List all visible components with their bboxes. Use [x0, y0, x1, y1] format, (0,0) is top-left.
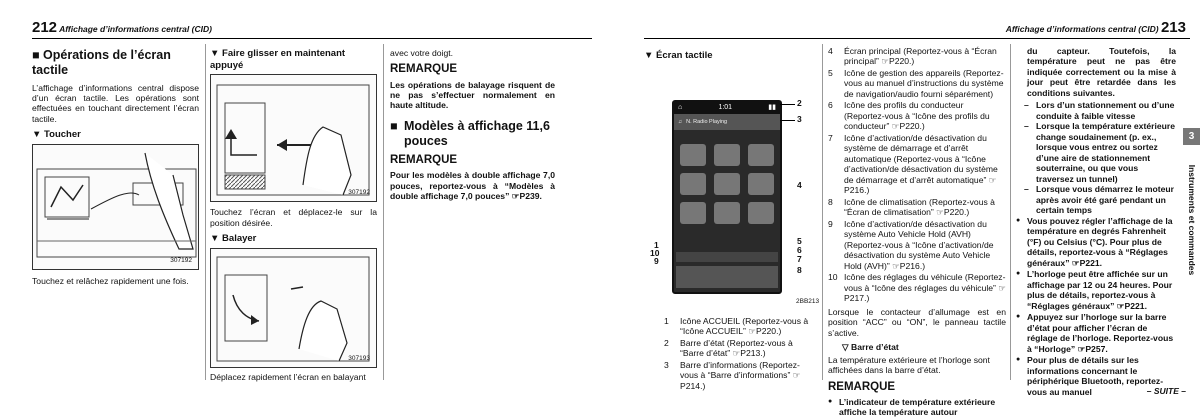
climate-bar	[676, 266, 778, 288]
list-item: 5 Icône de gestion des appareils (Reportez-vous au manuel d’instructions du système de navigation/audio fourni séparément)	[828, 67, 1004, 99]
remarque-1-text: Les opérations de balayage risquent de ne pas s’effectuer normalement en haute altitude.	[390, 79, 555, 111]
list-item: 4 Écran principal (Reportez-vous à “Écran principal” ☞P220.)	[828, 46, 997, 67]
app-icon	[748, 144, 774, 166]
app-icon	[714, 144, 740, 166]
main-screen	[674, 130, 780, 224]
glisser-heading: ▼ Faire glisser en maintenant appuyé	[210, 48, 346, 71]
left-col-1	[32, 48, 199, 287]
list-item: 3 Barre d’informations (Reportez-vous à “Barre d’informations” ☞P214.)	[664, 359, 801, 391]
barre-heading: ▽ Barre d’état	[842, 342, 899, 353]
glisser-illustration	[210, 74, 377, 202]
left-col-3	[390, 48, 555, 202]
balayer-caption-cont: avec votre doigt.	[390, 48, 454, 58]
suite-label: – SUITE –	[1146, 385, 1186, 396]
left-header-title: Affichage d’informations central (CID)	[59, 24, 212, 34]
app-icon	[680, 173, 706, 195]
left-col-2	[210, 48, 377, 382]
dash-item: – Lors d’un stationnement ou d’une conduite à faible vitesse	[1016, 100, 1176, 121]
list-item: 10 Icône des réglages du véhicule (Reportez-vous à “Icône des réglages du véhicule” ☞P217.)	[828, 272, 1007, 304]
glisser-caption: Touchez l’écran et déplacez-le sur la position désirée.	[210, 207, 377, 228]
callout-3: 3	[797, 114, 802, 124]
callout-1: 1	[654, 240, 659, 250]
right-header-rule	[644, 38, 1190, 39]
callout-5: 5	[797, 236, 802, 246]
left-header	[32, 19, 212, 37]
contact-paragraph: Lorsque le contacteur d’allumage est en position “ACC” ou “ON”, le panneau tactile s’active.	[828, 306, 1006, 338]
right-col-1	[644, 48, 820, 65]
numbered-list-1	[664, 316, 812, 392]
intro-paragraph: L’affichage d’informations central dispose d’un écran tactile. Les opérations sont effectuées en touchant directement l’écran tactile.	[32, 82, 199, 124]
dash-item: – Lorsque la température extérieure change soudainement (p. ex., lorsque vous entrez ou sortez d’une aire de stationnement souterraine, ou que vous traversez un tunnel)	[1016, 121, 1176, 184]
balayer-caption: Déplacez rapidement l’écran en balayant	[210, 371, 366, 382]
callout-4: 4	[797, 180, 802, 190]
remarque-1: REMARQUE	[390, 63, 458, 76]
section-2-title: ■ Modèles à affichage 11,6 pouces	[390, 118, 550, 149]
media-title: N. Radio Playing	[686, 118, 728, 125]
list-item: 2 Barre d’état (Reportez-vous à “Barre d’état” ☞P213.)	[664, 337, 793, 359]
right-header-title: Affichage d’informations central (CID)	[1005, 24, 1159, 34]
touch-screen-illustration	[672, 100, 782, 294]
column-divider	[205, 44, 206, 380]
app-icon	[714, 202, 740, 224]
chapter-tab: 3	[1183, 128, 1200, 145]
column-divider	[822, 44, 823, 380]
toucher-illustration	[32, 144, 199, 270]
left-page	[0, 0, 600, 402]
balayer-heading: ▼ Balayer	[210, 233, 257, 245]
remarque-2: REMARQUE	[390, 154, 458, 167]
balayer-illustration	[210, 248, 377, 368]
home-icon: ⌂	[678, 103, 683, 111]
status-bar	[674, 102, 780, 114]
callout-6: 6	[797, 245, 802, 255]
column-divider	[1010, 44, 1011, 380]
right-col-3	[1016, 46, 1176, 398]
remarque-2-text: Pour les modèles à double affichage 7,0 pouces, reportez-vous à “Modèles à double affichage 7,0 pouces” ☞P239.	[390, 170, 555, 202]
right-page-number: 213	[1160, 19, 1186, 36]
section-title: ■ Opérations de l’écran tactile	[32, 48, 171, 78]
right-page	[600, 0, 1200, 418]
toucher-caption: Touchez et relâchez rapidement une fois.	[32, 276, 189, 287]
dash-item: – Lorsque vous démarrez le moteur après avoir été garé pendant un certain temps	[1016, 184, 1176, 215]
remarque-3: REMARQUE	[828, 380, 896, 393]
callout-line	[780, 104, 795, 105]
callout-2: 2	[797, 98, 802, 108]
list-item: 1 Icône ACCUEIL (Reportez-vous à “Icône ACCUEIL” ☞P220.)	[664, 316, 809, 337]
app-icon	[714, 173, 740, 195]
remarque-bullet: ● L’indicateur de température extérieure affiche la température autour	[828, 397, 1006, 418]
right-col-2	[828, 46, 1006, 419]
info-bar	[674, 114, 780, 130]
list-item: 6 Icône des profils du conducteur (Reportez-vous à “Icône des profils du conducteur” ☞P220.)	[828, 100, 990, 132]
bullet-item: ● Pour plus de détails sur les informations concernant le périphérique Bluetooth, reportez-vous au manuel	[1016, 355, 1176, 397]
balayer-image-code: 307193	[348, 354, 370, 362]
column-divider	[383, 44, 384, 380]
right-header	[1006, 19, 1186, 37]
list-item: 8 Icône de climatisation (Reportez-vous à “Écran de climatisation” ☞P220.)	[828, 196, 995, 218]
music-note-icon: ♫	[678, 118, 683, 125]
callout-line	[780, 120, 795, 121]
app-icon	[748, 173, 774, 195]
clock: 1:01	[718, 103, 733, 111]
left-header-rule	[32, 38, 592, 39]
toucher-heading: ▼ Toucher	[32, 129, 81, 141]
col3-intro: du capteur. Toutefois, la température peut ne pas être indiquée correctement ou la mise à jour peut être retardée dans les conditions suivantes.	[1027, 46, 1176, 98]
list-item: 7 Icône d’activation/de désactivation du système de démarrage et d’arrêt automatique (Reportez-vous à “Icône d’activation/de désactivation du système de démarrage et d’arrêt automatique” ☞P216.)	[828, 132, 998, 196]
signal-icon: ▮▮	[768, 103, 776, 111]
bullet-item: ● L’horloge peut être affichée sur un affichage par 12 ou 24 heures. Pour plus de détails, reportez-vous à “Réglages généraux” ☞P221.	[1016, 269, 1176, 311]
bullet-item: ● Appuyez sur l’horloge sur la barre d’état pour afficher l’écran de réglage de l’horloge. Reportez-vous à “Horloge” ☞P257.	[1016, 312, 1176, 354]
device-bar	[676, 252, 778, 262]
glisser-image-code: 307192	[348, 189, 370, 197]
list-item: 9 Icône d’activation/de désactivation du système Auto Vehicle Hold (AVH) (Reportez-vous à “Icône d’activation/de désactivation du système Auto Vehicle Hold (AVH)” ☞P216.)	[828, 218, 994, 271]
toucher-image-code: 307192	[170, 257, 192, 265]
left-page-number: 212	[32, 19, 58, 36]
callout-10: 10	[650, 248, 660, 258]
ecran-heading: ▼ Écran tactile	[644, 50, 713, 61]
callout-7: 7	[797, 254, 802, 264]
app-icon	[680, 202, 706, 224]
app-icon	[748, 202, 774, 224]
callout-8: 8	[797, 265, 802, 275]
callout-9: 9	[654, 256, 659, 266]
bullet-item: ● Vous pouvez régler l’affichage de la température en degrés Fahrenheit (°F) ou Celsius (°C). Pour plus de détails, reportez-vous à “Réglages généraux” ☞P221.	[1016, 216, 1176, 268]
chapter-title-vertical: Instruments et commandes	[1187, 164, 1198, 276]
screen-image-code: 2BB213	[796, 298, 820, 305]
app-icon	[680, 144, 706, 166]
barre-paragraph: La température extérieure et l’horloge sont affichées dans la barre d’état.	[828, 354, 990, 376]
